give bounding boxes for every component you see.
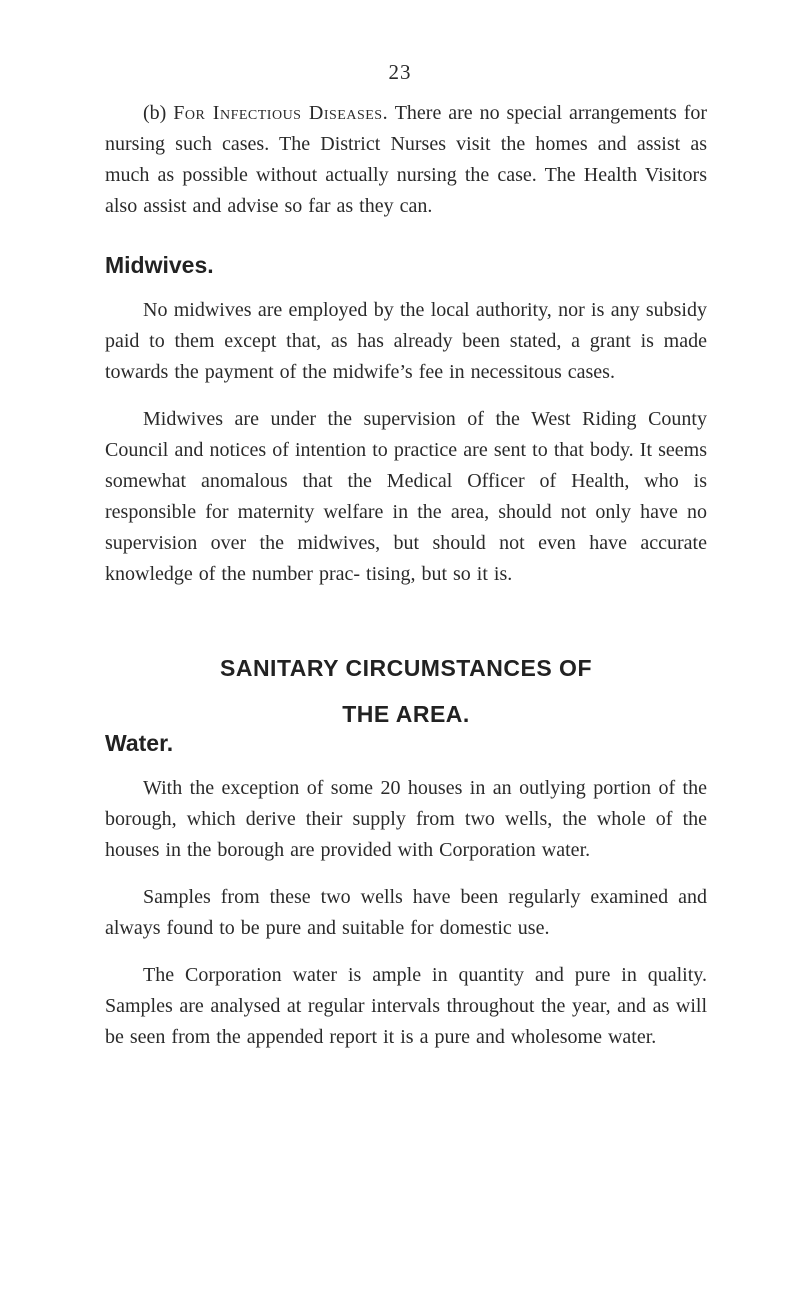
section-title-line-1: SANITARY CIRCUMSTANCES OF	[220, 655, 592, 681]
midwives-heading: Midwives.	[105, 252, 214, 278]
water-paragraph-1: With the exception of some 20 houses in an outlying portion of the borough, which derive their supply from two wells, the whole of the houses in the borough are provided with Corporation water.	[105, 777, 707, 861]
midwives-paragraph-2: Midwives are under the supervision of the West Riding County Council and notices of intention to practice are sent to that body. It seems somewhat anomalous that the Medical Officer of Health, who is responsible for maternity welfare in the area, should not only have no supervision over the midwives, but should not even have accurate knowledge of the number prac- tising, but so it is.	[105, 408, 707, 585]
infectious-diseases-text: There are no special arrangements for nursing such cases. The District Nurses visit the homes and assist as much as possible without actually nursing the case. The Health Visitors also assist and advise so far as they can.	[105, 102, 708, 217]
water-paragraph-2: Samples from these two wells have been regularly examined and always found to be pure and suitable for domestic use.	[105, 886, 707, 939]
infectious-diseases-heading: For Infectious Diseases.	[173, 102, 389, 124]
section-title-line-2: THE AREA.	[342, 701, 470, 727]
midwives-paragraph-1: No midwives are employed by the local authority, nor is any subsidy paid to them except that, as has already been stated, a grant is made towards the payment of the midwife’s fee in necessitous cases.	[105, 299, 707, 383]
infectious-diseases-paragraph	[105, 98, 707, 222]
page-content	[105, 98, 707, 1053]
water-paragraph-3: The Corporation water is ample in quantity and pure in quality. Samples are analysed at regular intervals throughout the year, and as will be seen from the appended report it is a pure and wholesome water.	[105, 964, 707, 1048]
water-heading: Water.	[105, 730, 174, 756]
infectious-diseases-label: (b)	[143, 102, 167, 124]
page-number: 23	[388, 60, 412, 84]
